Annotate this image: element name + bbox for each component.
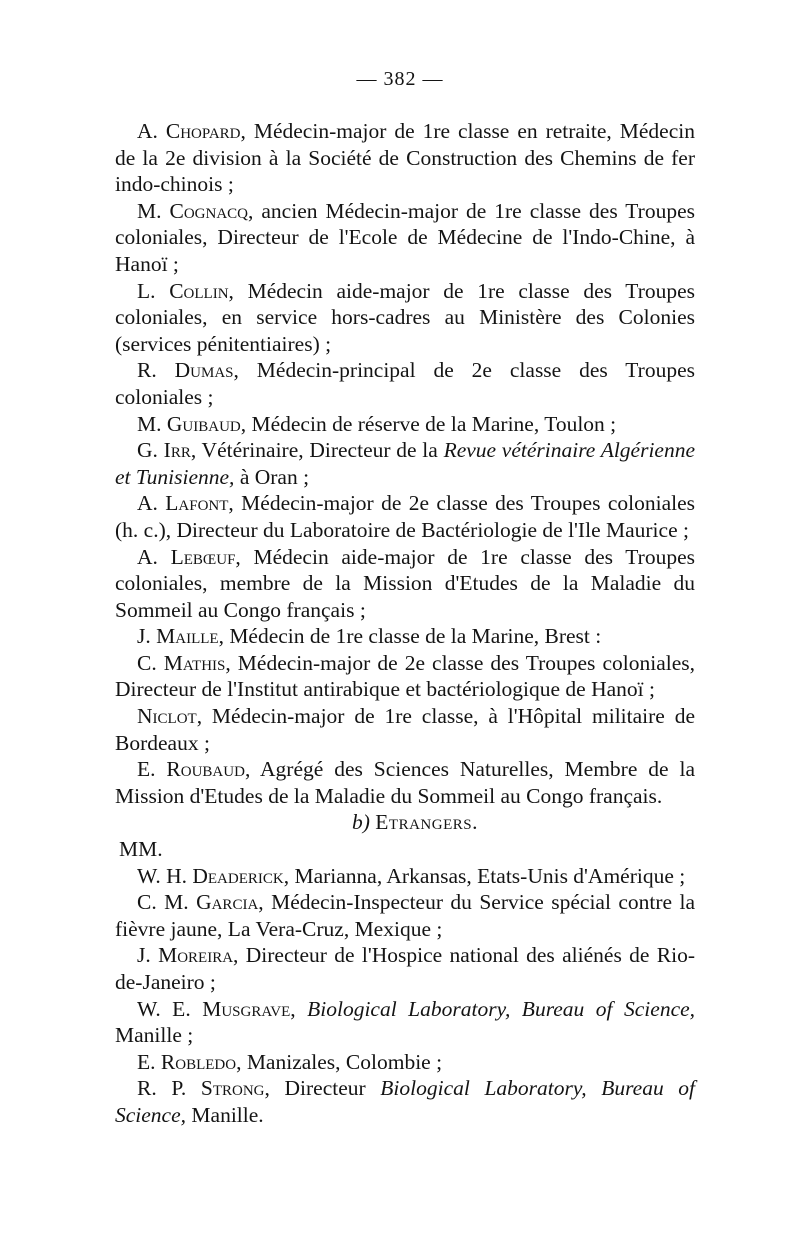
entry-initial: A. xyxy=(137,544,158,569)
entry-text-after: Manille. xyxy=(186,1102,264,1127)
entry-initial: A. xyxy=(137,491,158,516)
entry xyxy=(115,357,695,410)
entry-text: , Médecin aide-major de 1re classe des Troupes coloniales, en service hors-cadres au Ministère des Colonies (services pénitentiaires) ; xyxy=(115,278,696,356)
entry-text: , Agrégé des Sciences Naturelles, Membre de la Mission d'Etudes de la Maladie du Sommeil au Congo français. xyxy=(115,757,695,808)
entry-initial: L. xyxy=(137,278,156,303)
entry xyxy=(115,1075,695,1128)
entry-text: , Médecin-Inspecteur du Service spécial contre la fièvre jaune, La Vera-Cruz, Mexique ; xyxy=(115,890,696,941)
entry-initial: E. xyxy=(137,757,156,782)
entry-name: Cognacq xyxy=(169,198,249,223)
entry-initial: G. xyxy=(137,438,158,463)
entry-initial: M. xyxy=(137,198,162,223)
entry-initial: J. xyxy=(137,943,151,968)
entry-initial: A. xyxy=(137,119,158,143)
foreign-entries-list xyxy=(115,863,695,1129)
entry-initial: R. xyxy=(137,358,157,383)
entries-list xyxy=(115,118,695,809)
entry-name: Guibaud xyxy=(166,411,241,436)
entry xyxy=(115,996,695,1049)
section-heading xyxy=(115,809,695,836)
entry-name: Irr xyxy=(163,438,191,463)
entry-text: , Médecin de 1re classe de la Marine, Brest : xyxy=(218,624,602,649)
entry xyxy=(115,889,695,942)
entry xyxy=(115,650,695,703)
entry-text: , Vétérinaire, Directeur de la xyxy=(190,438,444,463)
section-title: Etrangers. xyxy=(375,810,478,835)
entry-italic: Revue vétérinaire Algérienne et Tunisienne, xyxy=(115,438,696,489)
entry-text: , ancien Médecin-major de 1re classe des Troupes coloniales, Directeur de l'Ecole de Médecine de l'Indo-Chine, à Hanoï ; xyxy=(115,198,695,276)
section-letter: b) xyxy=(352,810,370,835)
entry-initial: C. M. xyxy=(137,890,189,915)
entry xyxy=(115,756,695,809)
entry-initial: E. xyxy=(137,1049,156,1074)
entry-text: , Médecin-principal de 2e classe des Troupes coloniales ; xyxy=(115,358,695,409)
entry-initial: W. H. xyxy=(137,863,187,888)
entry xyxy=(115,703,695,756)
entry-name: Robledo xyxy=(160,1049,237,1074)
entry-text-after: Manille ; xyxy=(115,1023,194,1048)
entry-text-after: à Oran ; xyxy=(234,464,310,489)
entry-italic: Biological Laboratory, Bureau of Science, xyxy=(115,1076,696,1127)
entry xyxy=(115,411,695,438)
entry-text: , Médecin-major de 1re classe en retraite, Médecin de la 2e division à la Société de Construction des Chemins de fer indo-chinois ; xyxy=(115,119,695,197)
entry-italic: Biological Laboratory, Bureau of Science, xyxy=(307,996,696,1021)
entry-name: Garcia xyxy=(196,890,259,915)
entry-name: Dumas xyxy=(174,358,234,383)
entry-name: Lafont xyxy=(165,491,229,516)
entry-initial: J. xyxy=(137,624,151,649)
entry-name: Deaderick xyxy=(192,863,284,888)
entry-text: , Marianna, Arkansas, Etats-Unis d'Amérique ; xyxy=(283,863,686,888)
entry-text: , Médecin-major de 1re classe, à l'Hôpital militaire de Bordeaux ; xyxy=(115,704,695,755)
entry-name: Mathis xyxy=(163,650,226,675)
entry-name: Roubaud xyxy=(166,757,245,782)
entry-initial: M. xyxy=(137,411,162,436)
entry-initial: W. E. xyxy=(137,996,191,1021)
entry-name: Moreira xyxy=(158,943,234,968)
entry-name: Lebœuf xyxy=(170,544,236,569)
entry-text: , Médecin de réserve de la Marine, Toulon ; xyxy=(240,411,617,436)
entry-text: , Directeur de l'Hospice national des aliénés de Rio-de-Janeiro ; xyxy=(115,943,696,994)
entry xyxy=(115,863,695,890)
entry xyxy=(115,1049,695,1076)
entry-text: , Manizales, Colombie ; xyxy=(236,1049,443,1074)
entry-name: Strong xyxy=(200,1076,265,1101)
entry-name: Chopard xyxy=(165,119,241,143)
mm-label: MM. xyxy=(119,837,163,862)
text-body xyxy=(115,118,695,1129)
entry xyxy=(115,942,695,995)
entry-text: , xyxy=(290,996,308,1021)
entry xyxy=(115,490,695,543)
entry-name: Musgrave xyxy=(202,996,291,1021)
entry-text: , Directeur xyxy=(264,1076,381,1101)
entry xyxy=(115,437,695,490)
entry xyxy=(115,198,695,278)
entry-initial: R. P. xyxy=(137,1076,187,1101)
entry xyxy=(115,118,695,198)
entry xyxy=(115,544,695,624)
entry-name: Maille xyxy=(156,624,219,649)
entry-text: , Médecin-major de 2e classe des Troupes coloniales (h. c.), Directeur du Laboratoire de Bactériologie de l'Ile Maurice ; xyxy=(115,491,695,542)
entry xyxy=(115,623,695,650)
entry-initial: C. xyxy=(137,650,157,675)
entry-name: Niclot xyxy=(137,704,197,729)
entry-text: , Médecin aide-major de 1re classe des Troupes coloniales, membre de la Mission d'Etudes de la Maladie du Sommeil au Congo français ; xyxy=(115,544,695,622)
entry xyxy=(115,278,695,358)
entry-text: , Médecin-major de 2e classe des Troupes coloniales, Directeur de l'Institut antirabique et bactériologique de Hanoï ; xyxy=(115,650,695,702)
entry-name: Collin xyxy=(169,278,229,303)
page-number: — 382 — xyxy=(356,68,444,90)
